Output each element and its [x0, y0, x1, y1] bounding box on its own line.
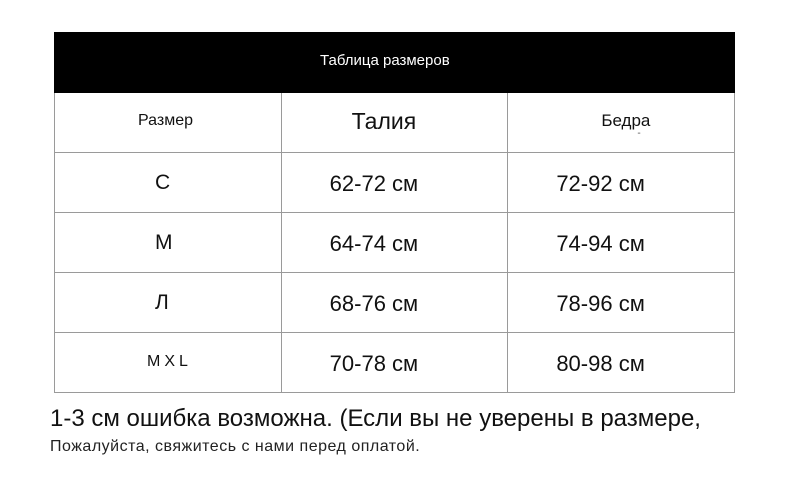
waist-value: 70-78 см [329, 351, 419, 376]
waist-value: 64-74 см [329, 231, 419, 256]
table-row [55, 333, 735, 393]
header-hips-mark: - [637, 128, 641, 139]
waist-cell [281, 213, 508, 273]
hips-cell [508, 213, 735, 273]
size-label: С [155, 171, 171, 194]
waist-value: 62-72 см [329, 171, 419, 196]
hips-cell [508, 153, 735, 213]
table-row [55, 153, 735, 213]
size-label: Л [155, 291, 169, 314]
header-size-cell [55, 93, 282, 153]
header-waist-cell [281, 93, 508, 153]
waist-cell [281, 153, 508, 213]
waist-value: 68-76 см [329, 291, 419, 316]
table-row [55, 213, 735, 273]
hips-value: 72-92 см [556, 171, 645, 196]
waist-cell [281, 333, 508, 393]
table-title-cell [55, 33, 735, 93]
size-cell [55, 273, 282, 333]
size-error-note: 1-3 см ошибка возможна. (Если вы не уверены в размере, [50, 405, 701, 432]
hips-value: 74-94 см [556, 231, 645, 256]
table-header-row [55, 93, 735, 153]
table-row [55, 273, 735, 333]
hips-value: 78-96 см [556, 291, 645, 316]
size-cell [55, 213, 282, 273]
hips-value: 80-98 см [556, 351, 645, 376]
table-title: Таблица размеров [320, 52, 450, 69]
size-table [54, 32, 735, 393]
waist-cell [281, 273, 508, 333]
table-title-row [55, 33, 735, 93]
size-cell [55, 153, 282, 213]
header-hips: Бедра [601, 111, 651, 130]
size-cell [55, 333, 282, 393]
hips-cell [508, 273, 735, 333]
size-label: МХL [147, 353, 192, 370]
header-size: Размер [138, 112, 193, 129]
size-label: М [155, 231, 173, 254]
header-waist: Талия [351, 108, 417, 134]
hips-cell [508, 333, 735, 393]
header-hips-cell [508, 93, 735, 153]
contact-note: Пожалуйста, свяжитесь с нами перед оплатой. [50, 438, 421, 455]
